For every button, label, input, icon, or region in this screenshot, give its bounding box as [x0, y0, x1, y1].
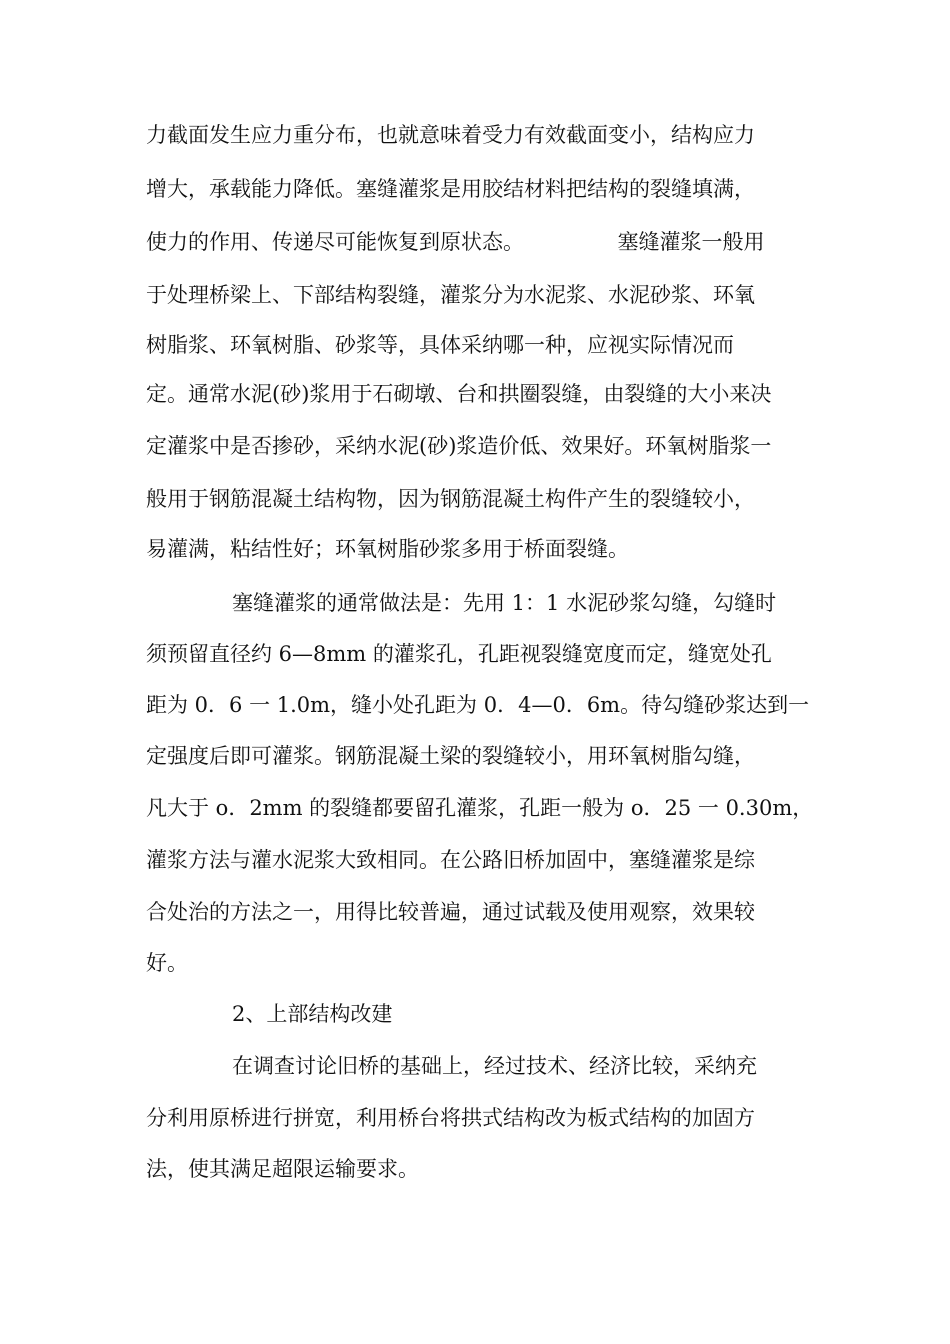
text-line-4: 于处理桥梁上、下部结构裂缝，灌浆分为水泥浆、水泥砂浆、环氧	[146, 283, 755, 307]
text-line-7: 定灌浆中是否掺砂，采纳水泥(砂)浆造价低、效果好。环氧树脂浆一	[146, 434, 772, 458]
text-line-20: 分利用原桥进行拼宽，利用桥台将拱式结构改为板式结构的加固方	[146, 1106, 755, 1130]
text-line-9: 易灌满，粘结性好；环氧树脂砂浆多用于桥面裂缝。	[146, 537, 629, 561]
text-line-11: 须预留直径约 6—8mm 的灌浆孔，孔距视裂缝宽度而定，缝宽处孔	[146, 642, 772, 666]
text-line-3: 使力的作用、传递尽可能恢复到原状态。 塞缝灌浆一般用	[146, 230, 765, 254]
text-line-19: 在调查讨论旧桥的基础上，经过技术、经济比较，采纳充	[232, 1054, 757, 1078]
text-line-13: 定强度后即可灌浆。钢筋混凝土梁的裂缝较小，用环氧树脂勾缝，	[146, 744, 755, 768]
text-line-8: 般用于钢筋混凝土结构物，因为钢筋混凝土构件产生的裂缝较小，	[146, 487, 755, 511]
text-line-2: 增大，承载能力降低。塞缝灌浆是用胶结材料把结构的裂缝填满，	[146, 177, 755, 201]
text-line-12: 距为 0．6 一 1.0m，缝小处孔距为 0．4—0．6m。待勾缝砂浆达到一	[146, 693, 810, 717]
text-line-17: 好。	[146, 951, 188, 975]
text-line-15: 灌浆方法与灌水泥浆大致相同。在公路旧桥加固中，塞缝灌浆是综	[146, 848, 755, 872]
text-line-16: 合处治的方法之一，用得比较普遍，通过试载及使用观察，效果较	[146, 900, 755, 924]
text-line-6: 定。通常水泥(砂)浆用于石砌墩、台和拱圈裂缝，由裂缝的大小来决	[146, 382, 772, 406]
text-line-10: 塞缝灌浆的通常做法是：先用 1：1 水泥砂浆勾缝，勾缝时	[232, 591, 777, 615]
text-line-5: 树脂浆、环氧树脂、砂浆等，具体采纳哪一种，应视实际情况而	[146, 333, 734, 357]
text-line-1: 力截面发生应力重分布，也就意味着受力有效截面变小，结构应力	[146, 123, 755, 147]
section-heading: 2、上部结构改建	[232, 1002, 393, 1026]
text-line-21: 法，使其满足超限运输要求。	[146, 1157, 419, 1181]
text-line-14: 凡大于 o．2mm 的裂缝都要留孔灌浆，孔距一般为 o．25 一 0.30m，	[146, 796, 814, 820]
